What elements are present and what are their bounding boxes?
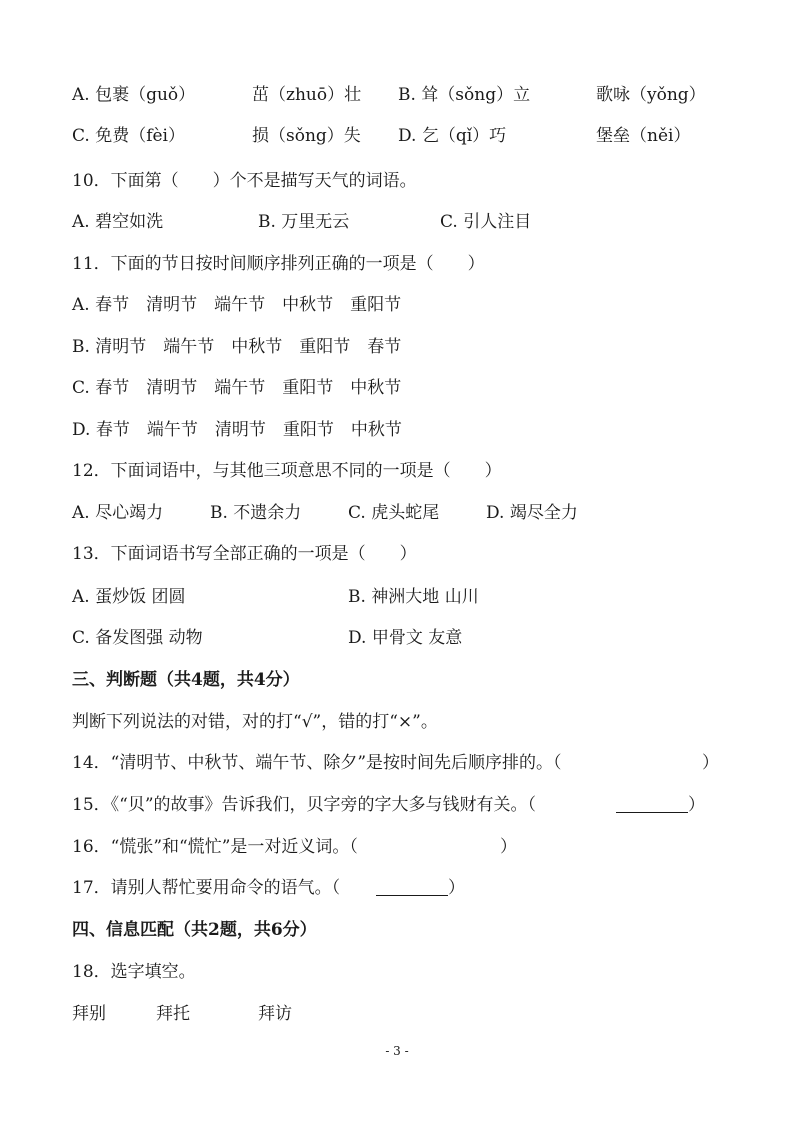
q9-option-c-word2: 损（sǒng）失 [252,126,361,146]
q9-option-b: B. 耸（sǒng）立 [398,85,531,105]
q9-option-a-word2: 茁（zhuō）壮 [252,85,362,105]
q9-option-a: A. 包裹（guǒ） [72,85,196,105]
q13-stem: 13．下面词语书写全部正确的一项是（ ） [72,544,417,564]
q15-close-paren: ） [688,795,705,815]
q13-option-c: C. 备发图强 动物 [72,628,203,648]
section-4-heading: 四、信息匹配（共2题，共6分） [72,920,317,940]
q11-option-c: C. 春节 清明节 端午节 重阳节 中秋节 [72,378,402,398]
q11-option-d: D. 春节 端午节 清明节 重阳节 中秋节 [72,420,402,440]
q12-option-a: A. 尽心竭力 [72,503,164,523]
q14-close-paren: ） [702,753,719,773]
q17-text: 17．请别人帮忙要用命令的语气。（ [72,878,341,898]
q12-option-b: B. 不遗余力 [210,503,302,523]
q12-option-c: C. 虎头蛇尾 [348,503,440,523]
q10-stem: 10．下面第（ ）个不是描写天气的词语。 [72,171,417,191]
q9-option-d: D. 乞（qǐ）巧 [398,126,507,146]
word-bank-item: 拜访 [258,1004,292,1024]
q10-option-b: B. 万里无云 [258,212,350,232]
q15-text: 15．《“贝”的故事》告诉我们，贝字旁的字大多与钱财有关。（ [72,795,537,815]
q9-option-b-word2: 歌咏（yǒng） [596,85,706,105]
q13-option-b: B. 神洲大地 山川 [348,587,479,607]
q18-stem: 18．选字填空。 [72,962,196,982]
q16-close-paren: ） [500,837,517,857]
word-bank-item: 拜托 [156,1004,190,1024]
q9-option-d-word2: 堡垒（něi） [596,126,691,146]
q15-answer-blank[interactable] [616,790,688,820]
section-3-instruction: 判断下列说法的对错，对的打“√”，错的打“×”。 [72,712,438,732]
q11-stem: 11．下面的节日按时间顺序排列正确的一项是（ ） [72,254,485,274]
q10-option-c: C. 引人注目 [440,212,532,232]
q11-option-a: A. 春节 清明节 端午节 中秋节 重阳节 [72,295,402,315]
q17-close-paren: ） [448,878,465,898]
q9-option-c: C. 免费（fèi） [72,126,185,146]
q11-option-b: B. 清明节 端午节 中秋节 重阳节 春节 [72,337,402,357]
q12-stem: 12．下面词语中，与其他三项意思不同的一项是（ ） [72,461,502,481]
section-3-heading: 三、判断题（共4题，共4分） [72,670,300,690]
q13-option-d: D. 甲骨文 友意 [348,628,463,648]
q14-text: 14．“清明节、中秋节、端午节、除夕”是按时间先后顺序排的。（ [72,753,562,773]
word-bank-item: 拜别 [72,1004,106,1024]
q17-answer-blank[interactable] [376,873,448,903]
q10-option-a: A. 碧空如洗 [72,212,164,232]
q13-option-a: A. 蛋炒饭 团圆 [72,587,186,607]
q12-option-d: D. 竭尽全力 [486,503,578,523]
page-number: - 3 - [385,1044,409,1058]
q16-text: 16．“慌张”和“慌忙”是一对近义词。（ [72,837,358,857]
